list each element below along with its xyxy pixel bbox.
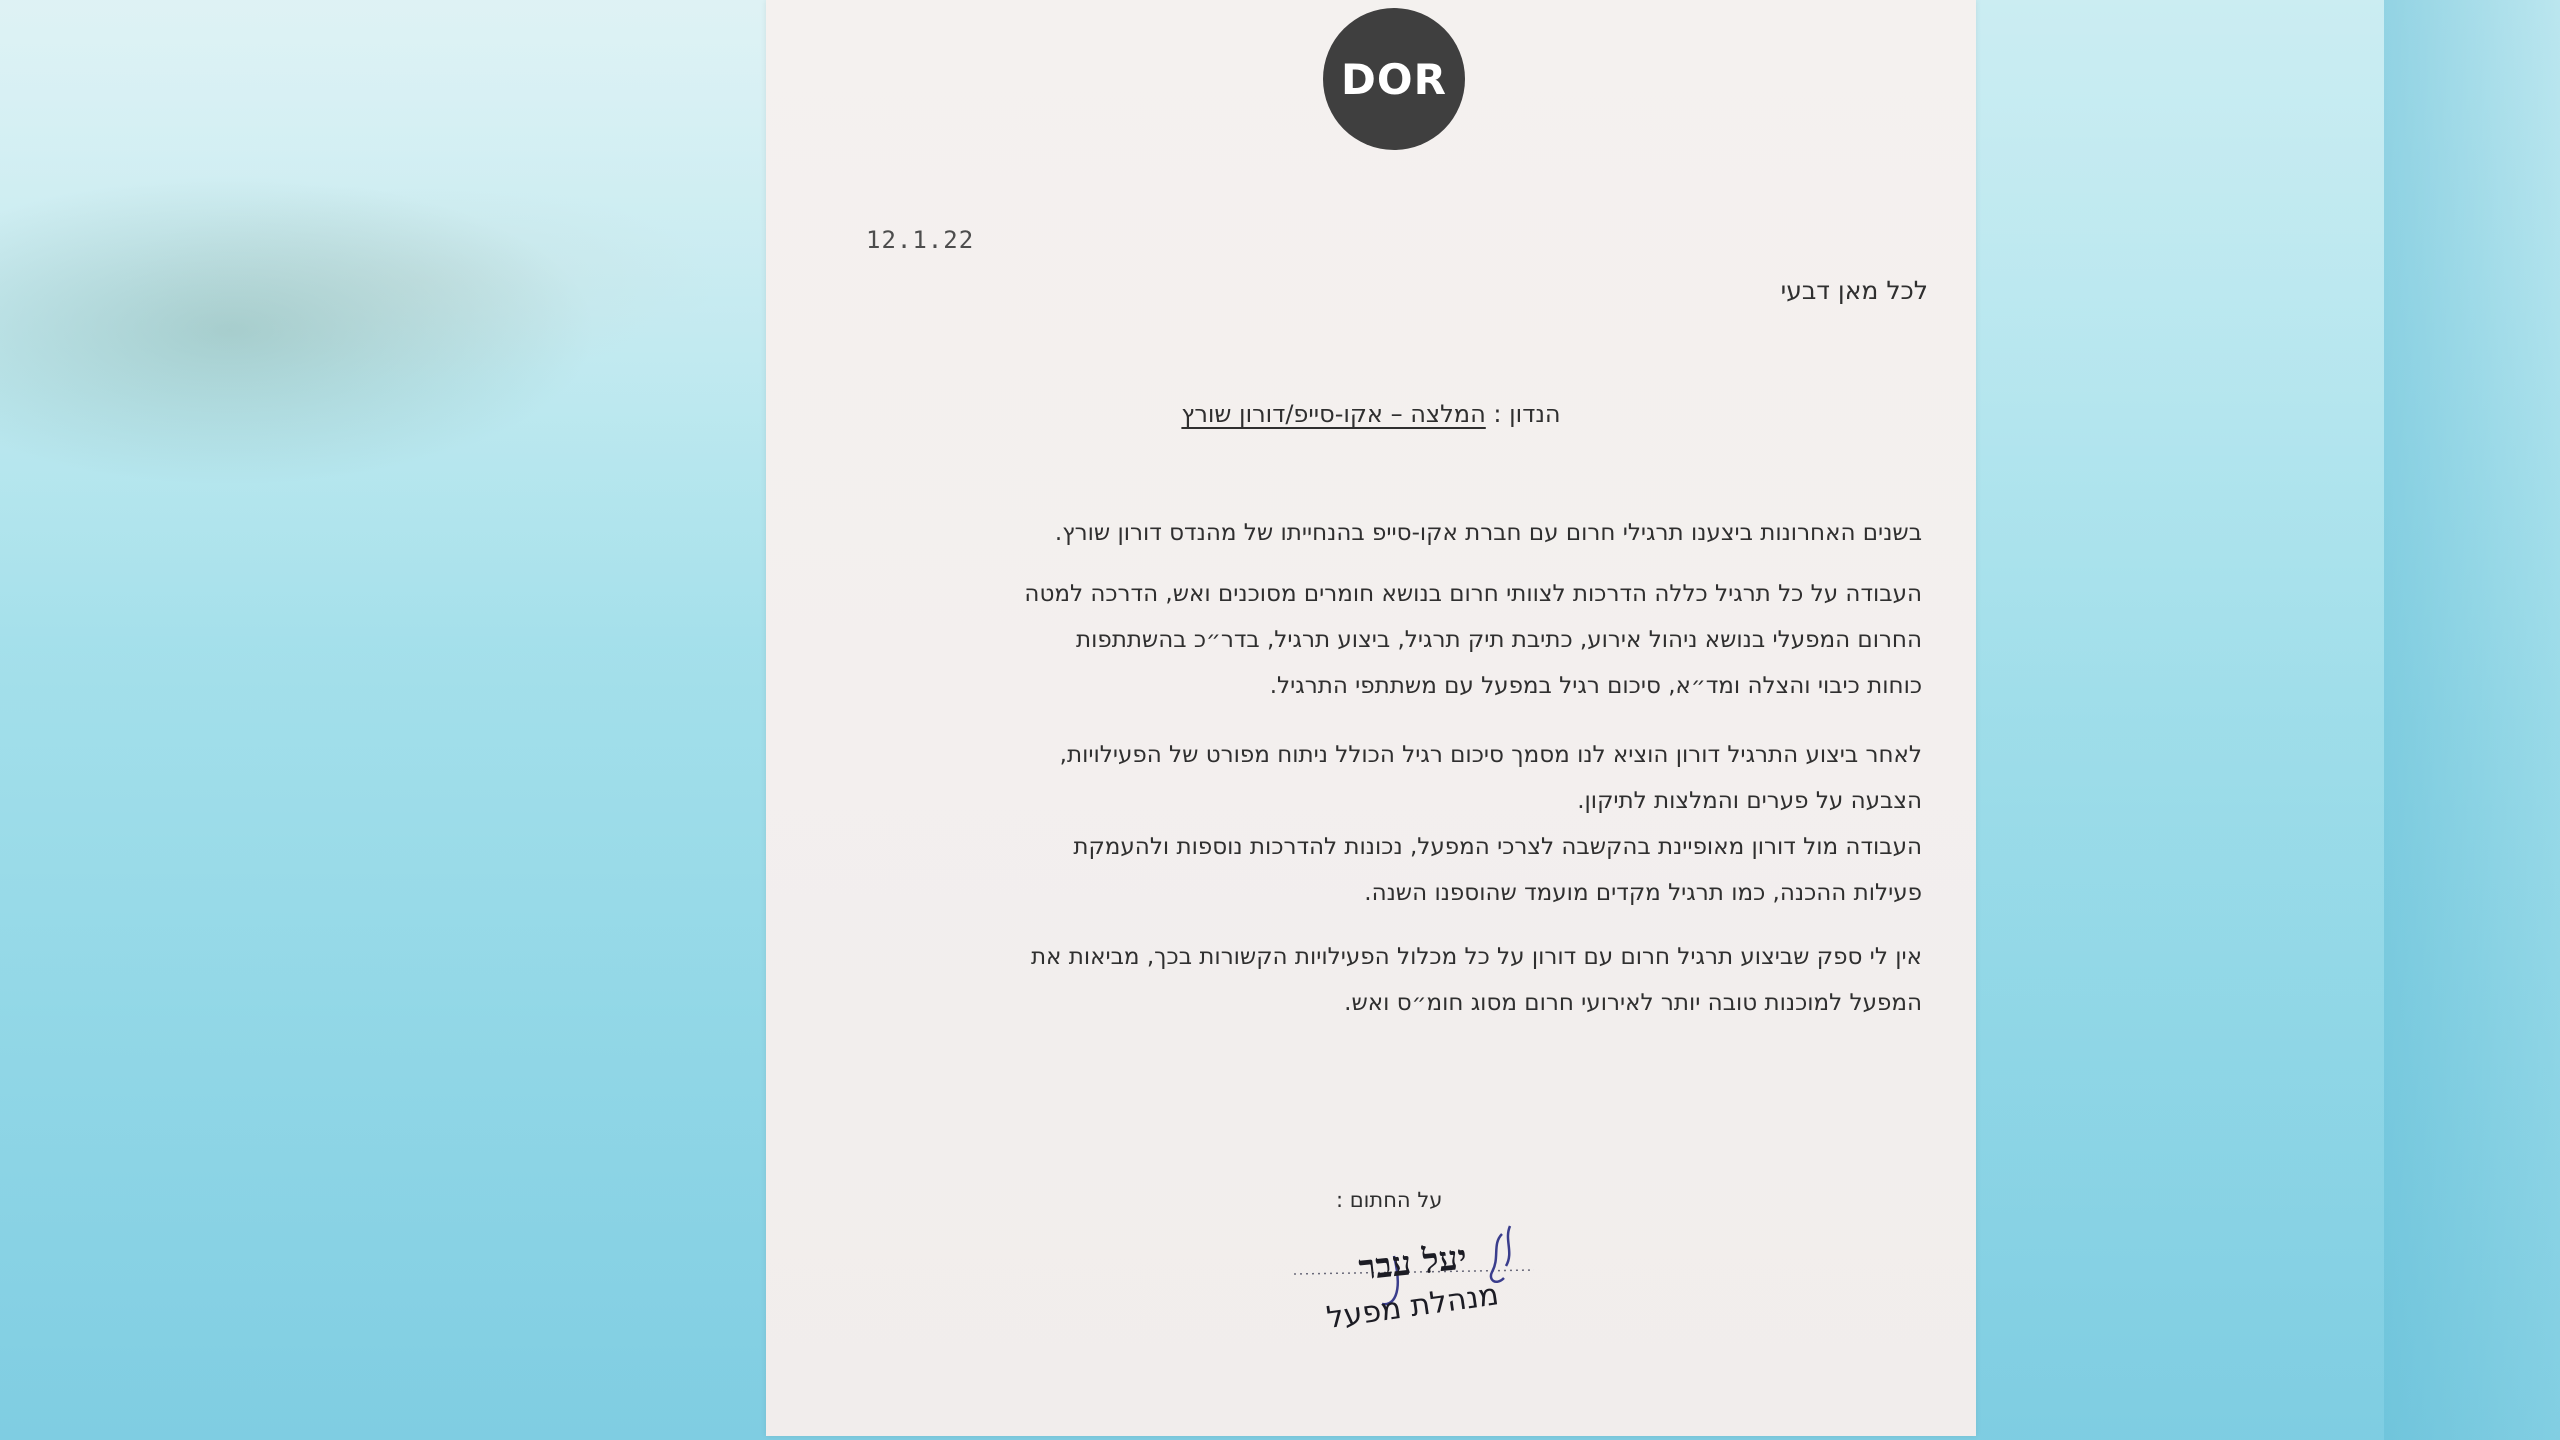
paragraph-line: המפעל למוכנות טובה יותר לאירועי חרום מסוג חומ״ס ואש.	[1344, 990, 1922, 1016]
letter-date: 12.1.22	[866, 226, 975, 254]
paragraph-1	[882, 510, 1922, 556]
signer-name: יעל עבר	[1356, 1237, 1469, 1289]
background-left-haze	[0, 0, 766, 1440]
paragraph-line: החרום המפעלי בנושא ניהול אירוע, כתיבת תיק תרגיל, ביצוע תרגיל, בדר״כ בהשתתפות	[1075, 627, 1922, 653]
paragraph-line: העבודה מול דורון מאופיינת בהקשבה לצרכי המפעל, נכונות להדרכות נוספות ולהעמקת	[1073, 834, 1922, 860]
logo-text: DOR	[1341, 54, 1447, 104]
signature-label: על החתום :	[1336, 1188, 1443, 1212]
paragraph-line: הצבעה על פערים והמלצות לתיקון.	[1577, 788, 1922, 814]
recipient-line: לכל מאן דבעי	[1780, 276, 1928, 305]
paragraph-line: אין לי ספק שביצוע תרגיל חרום עם דורון על כל מכלול הפעילויות הקשורות בכך, מביאות את	[1030, 944, 1922, 970]
paragraph-3	[882, 732, 1922, 916]
signer-title: מנהלת מפעל	[1324, 1277, 1501, 1336]
paragraph-2	[882, 571, 1922, 709]
subject-text: המלצה – אקו-סייפ/דורון שורץ	[1181, 400, 1486, 428]
paragraph-line: העבודה על כל תרגיל כללה הדרכות לצוותי חרום בנושא חומרים מסוכנים ואש, הדרכה למטה	[1024, 581, 1922, 607]
dor-logo	[1323, 8, 1465, 150]
letter-page	[766, 0, 1976, 1436]
signature-block	[1264, 1196, 1554, 1346]
subject-label: הנדון :	[1493, 400, 1561, 428]
paragraph-line: כוחות כיבוי והצלה ומד״א, סיכום רגיל במפעל עם משתתפי התרגיל.	[1269, 673, 1922, 699]
paragraph-4	[882, 934, 1922, 1026]
paragraph-line: בשנים האחרונות ביצענו תרגילי חרום עם חברת אקו-סייפ בהנחייתו של מהנדס דורון שורץ.	[1054, 520, 1922, 546]
paragraph-line: לאחר ביצוע התרגיל דורון הוציא לנו מסמך סיכום רגיל הכולל ניתוח מפורט של הפעילויות,	[1059, 742, 1922, 768]
handwritten-initials	[1491, 1226, 1510, 1282]
subject-line	[766, 400, 1976, 428]
background-right-edge	[2384, 0, 2560, 1440]
paragraph-line: פעילות ההכנה, כמו תרגיל מקדים מועמד שהוספנו השנה.	[1364, 880, 1922, 906]
